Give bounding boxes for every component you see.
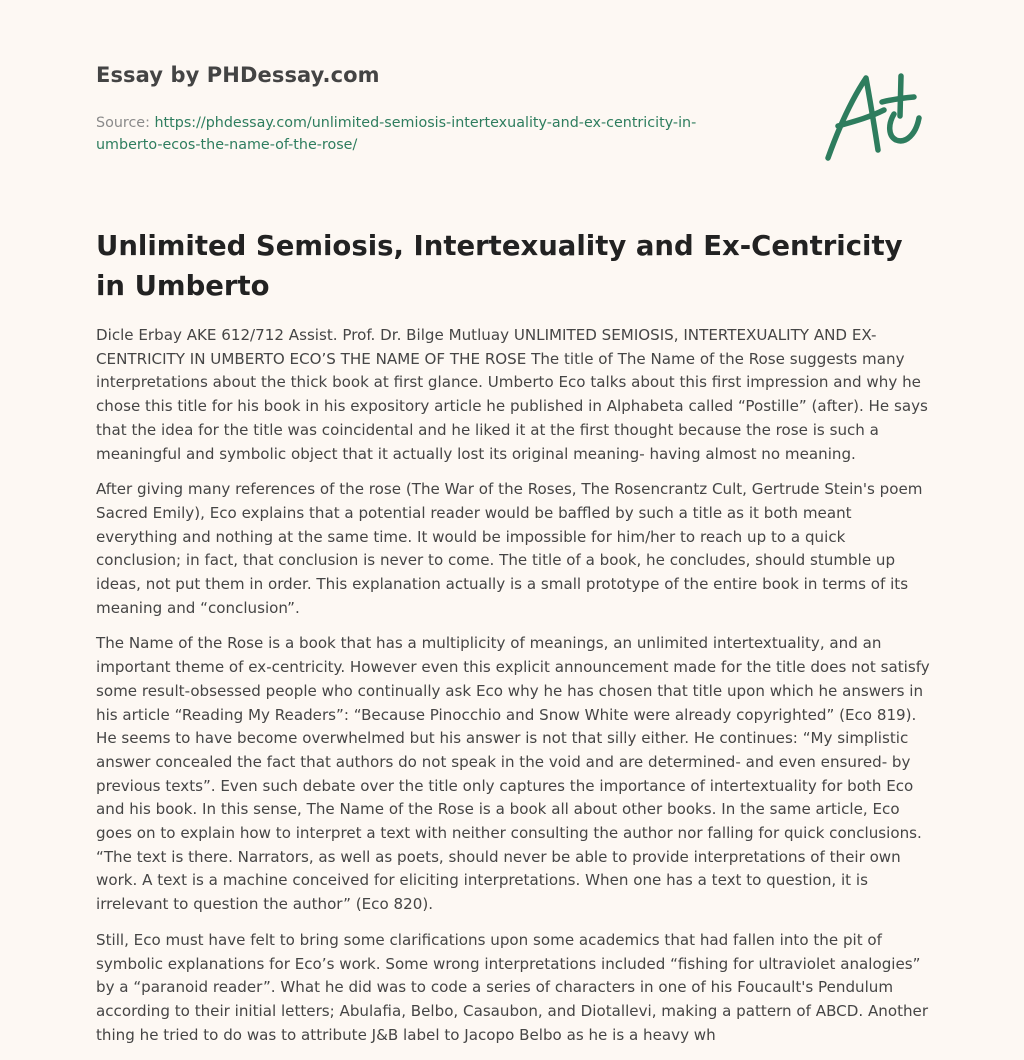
source-link[interactable]: https://phdessay.com/unlimited-semiosis-intertexuality-and-ex-centricity-in-umberto-ecos-the-name-of-the-rose/ xyxy=(96,115,697,153)
paragraph: The Name of the Rose is a book that has a multiplicity of meanings, an unlimited intertextuality, and an important theme of ex-centricity. However even this explicit announcement made for the title does not satisfy some result-obsessed people who continually ask Eco why he has chosen that title upon which he answers in his article “Reading My Readers”: “Because Pinocchio and Snow White were already copyrighted” (Eco 819). He seems to have become overwhelmed but his answer is not that silly either. He continues: “My simplistic answer concealed the fact that authors do not speak in the void and are determined- and even ensured- by previous texts”. Even such debate over the title only captures the importance of intertextuality for both Eco and his book. In this sense, The Name of the Rose is a book all about other books. In the same article, Eco goes on to explain how to interpret a text with neither consulting the author nor falling for quick conclusions. “The text is there. Narrators, as well as poets, should never be able to provide interpretations of their own work. A text is a machine conceived for eliciting interpretations. When one has a text to question, it is irrelevant to question the author” (Eco 820). xyxy=(96,634,930,914)
paragraph: After giving many references of the rose (The War of the Roses, The Rosencrantz Cult, Gertrude Stein's poem Sacred Emily), Eco explains that a potential reader would be baffled by such a title as it both meant everything and nothing at the same time. It would be impossible for him/her to reach up to a quick conclusion; in fact, that conclusion is never to come. The title of a book, he concludes, should stumble up ideas, not put them in order. This explanation actually is a small prototype of the entire book in terms of its meaning and “conclusion”. xyxy=(96,480,923,617)
site-title: Essay by PHDessay.com xyxy=(96,63,380,87)
a-plus-logo-icon xyxy=(822,66,930,166)
paragraph: Dicle Erbay AKE 612/712 Assist. Prof. Dr. Bilge Mutluay UNLIMITED SEMIOSIS, INTERTEXUALITY AND EX-CENTRICITY IN UMBERTO ECO’S THE NAME OF THE ROSE The title of The Name of the Rose suggests many interpretations about the thick book at first glance. Umberto Eco talks about this first impression and why he chose this title for his book in his expository article he published in Alphabeta called “Postille” (after). He says that the idea for the title was coincidental and he liked it at the first thought because the rose is such a meaningful and symbolic object that it actually lost its original meaning- having almost no meaning. xyxy=(96,326,928,463)
source-label: Source: xyxy=(96,115,150,131)
source-line xyxy=(96,112,756,156)
paragraph: Still, Eco must have felt to bring some clarifications upon some academics that had fallen into the pit of symbolic explanations for Eco’s work. Some wrong interpretations included “fishing for ultraviolet analogies” by a “paranoid reader”. What he did was to code a series of characters in one of his Foucault's Pendulum according to their initial letters; Abulafia, Belbo, Casaubon, and Diotallevi, making a pattern of ABCD. Another thing he tried to do was to attribute J&B label to Jacopo Belbo as he is a heavy wh xyxy=(96,930,929,1044)
document-title: Unlimited Semiosis, Intertexuality and Ex-Centricity in Umberto xyxy=(96,230,903,302)
document-body xyxy=(96,324,932,1059)
